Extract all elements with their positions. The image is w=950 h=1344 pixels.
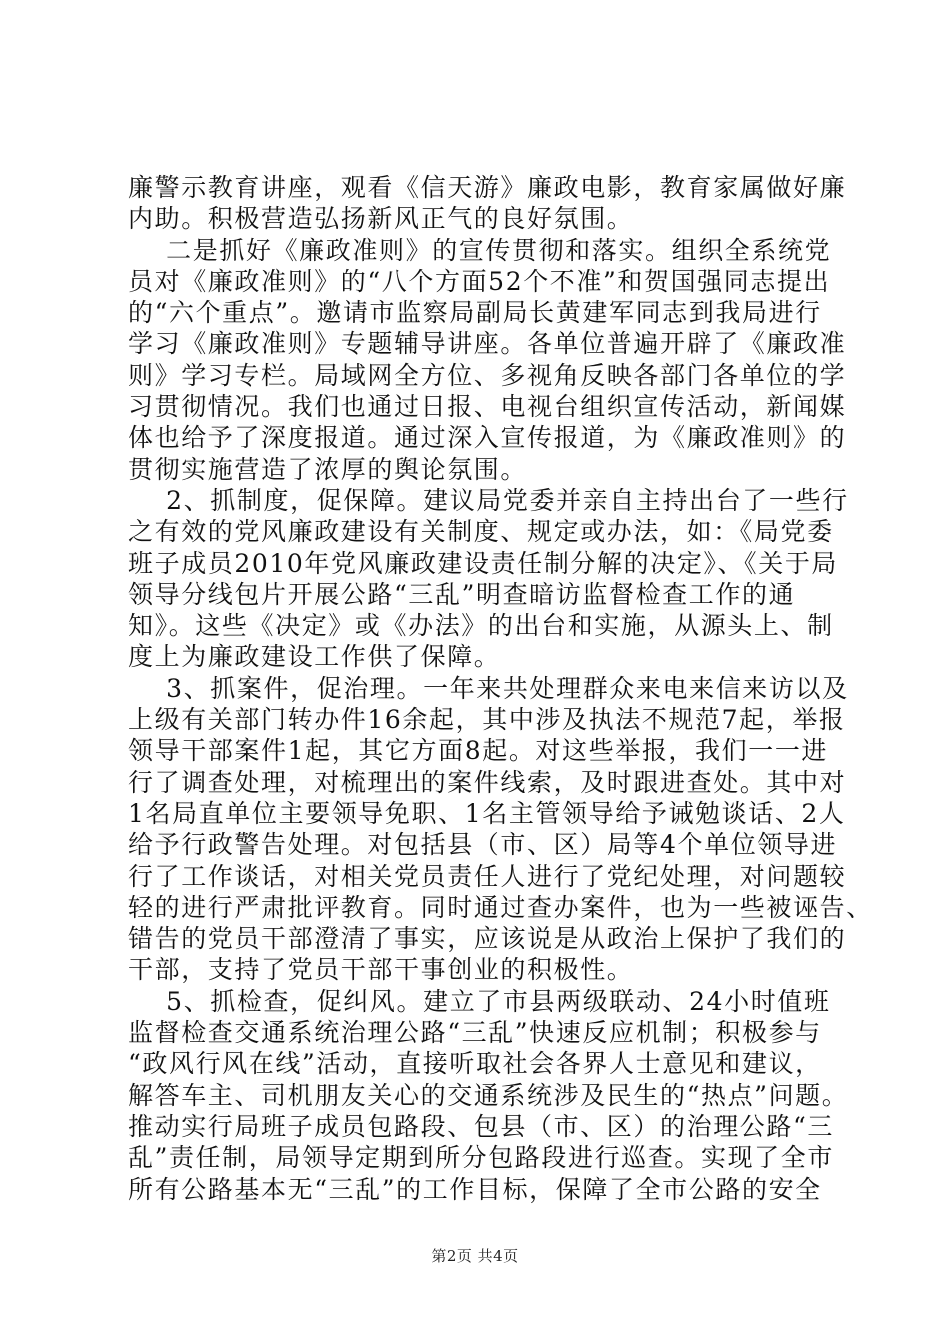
text-line: 错告的党员干部澄清了事实，应该说是从政治上保护了我们的 (128, 924, 847, 954)
text-line: 体也给予了深度报道。通过深入宣传报道，为《廉政准则》的 (128, 423, 847, 453)
text-line: 度上为廉政建设工作供了保障。 (128, 642, 501, 672)
text-line: 2、抓制度，促保障。建议局党委并亲自主持出台了一些行 (128, 485, 849, 515)
text-line: 解答车主、司机朋友关心的交通系统涉及民生的“热点”问题。 (128, 1080, 849, 1110)
text-line: 乱”责任制，局领导定期到所分包路段进行巡查。实现了全市 (128, 1143, 834, 1173)
text-line: 行了调查处理，对梳理出的案件线索，及时跟进查处。其中对 (128, 767, 847, 797)
text-line: 领导分线包片开展公路“三乱”明查暗访监督检查工作的通 (128, 579, 796, 609)
text-line: 轻的进行严肃批评教育。同时通过查办案件，也为一些被诬告、 (128, 892, 873, 922)
text-line: 3、抓案件，促治理。一年来共处理群众来电来信来访以及 (128, 673, 849, 703)
text-line: 干部，支持了党员干部干事创业的积极性。 (128, 955, 634, 985)
page-number-footer: 第2页 共4页 (431, 1247, 519, 1265)
text-line: 监督检查交通系统治理公路“三乱”快速反应机制；积极参与 (128, 1018, 822, 1048)
text-line: 贯彻实施营造了浓厚的舆论氛围。 (128, 454, 528, 484)
text-line: 之有效的党风廉政建设有关制度、规定或办法，如：《局党委 (128, 517, 834, 547)
text-line: 5、抓检查，促纠风。建立了市县两级联动、24小时值班 (128, 986, 831, 1016)
text-line: 班子成员2010年党风廉政建设责任制分解的决定》、《关于局 (128, 548, 839, 578)
text-line: 1名局直单位主要领导免职、1名主管领导给予诫勉谈话、2人 (128, 798, 846, 828)
text-line: 学习《廉政准则》专题辅导讲座。各单位普遍开辟了《廉政准 (128, 329, 847, 359)
text-line: 的“六个重点”。邀请市监察局副局长黄建军同志到我局进行 (128, 298, 822, 328)
text-line: 二是抓好《廉政准则》的宣传贯彻和落实。组织全系统党 (128, 235, 832, 265)
text-line: 知》。这些《决定》或《办法》的出台和实施，从源头上、制 (128, 611, 834, 641)
text-line: 所有公路基本无“三乱”的工作目标，保障了全市公路的安全 (128, 1174, 822, 1204)
text-line: 给予行政警告处理。对包括县（市、区）局等4个单位领导进 (128, 830, 838, 860)
document-body (128, 172, 873, 1205)
text-line: 内助。积极营造弘扬新风正气的良好氛围。 (128, 204, 634, 234)
text-line: 上级有关部门转办件16余起，其中涉及执法不规范7起，举报 (128, 705, 846, 735)
text-line: “政风行风在线”活动，直接听取社会各界人士意见和建议， (128, 1049, 822, 1079)
text-line: 习贯彻情况。我们也通过日报、电视台组织宣传活动，新闻媒 (128, 392, 847, 422)
text-line: 领导干部案件1起，其它方面8起。对这些举报，我们一一进 (128, 736, 829, 766)
text-line: 廉警示教育讲座，观看《信天游》廉政电影，教育家属做好廉 (128, 173, 847, 202)
text-line: 员对《廉政准则》的“八个方面52个不准”和贺国强同志提出 (128, 266, 831, 296)
text-line: 推动实行局班子成员包路段、包县（市、区）的治理公路“三 (128, 1111, 834, 1141)
text-line: 则》学习专栏。局域网全方位、多视角反映各部门各单位的学 (128, 360, 847, 390)
text-line: 行了工作谈话，对相关党员责任人进行了党纪处理，对问题较 (128, 861, 847, 891)
